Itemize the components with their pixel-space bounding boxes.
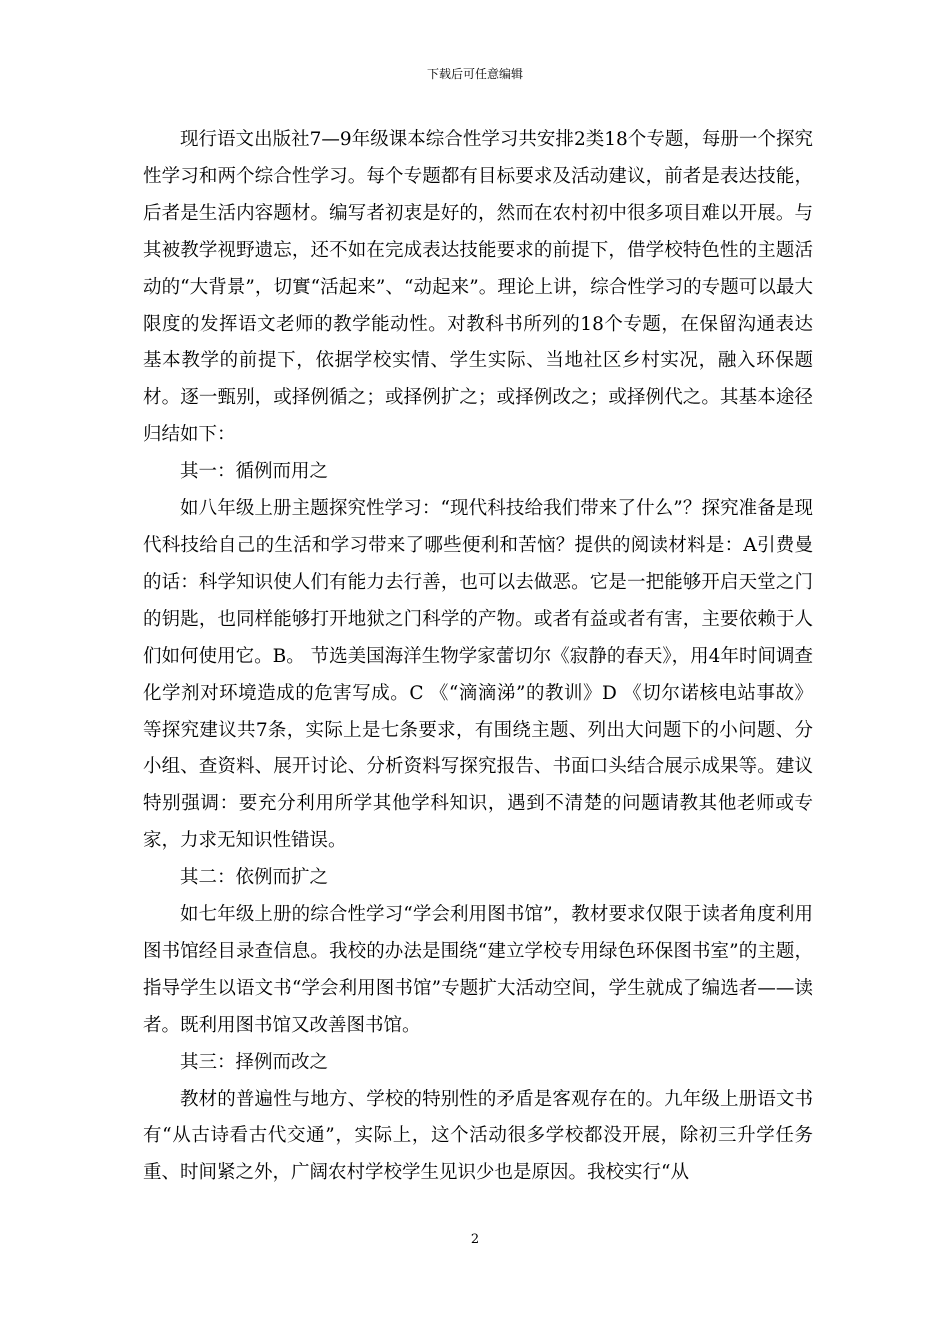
paragraph-intro: 现行语文出版社7—9年级课本综合性学习共安排2类18个专题，每册一个探究性学习和两个综合性学习。每个专题都有目标要求及活动建议，前者是表达技能，后者是生活内容题材。编写者初衷是好的，然而在农村初中很多项目难以开展。与其被教学视野遗忘，还不如在完成表达技能要求的前提下，借学校特色性的主题活动的“大背景”，切實“活起来”、“动起来”。理论上讲，综合性学习的专题可以最大限度的发挥语文老师的教学能动性。对教科书所列的18个专题，在保留沟通表达基本教学的前提下，依据学校实情、学生实际、当地社区乡村实况，融入环保题材。逐一甄别，或择例循之；或择例扩之；或择例改之；或择例代之。其基本途径归结如下： [143,129,813,446]
section-heading-1: 其一：循例而用之 [180,461,329,483]
paragraph-section-1: 如八年级上册主题探究性学习：“现代科技给我们带来了什么”？探究准备是现代科技给自己的生活和学习带来了哪些便利和苦恼？提供的阅读材料是：A引费曼的话：科学知识使人们有能力去行善，也可以去做恶。它是一把能够开启天堂之门的钥匙，也同样能够打开地狱之门科学的产物。或者有益或者有害，主要依赖于人们如何使用它。B。 节选美国海洋生物学家蕾切尔《寂静的春天》，用4年时间调查化学剂对环境造成的危害写成。C 《“滴滴涕”的教训》D 《切尔诺核电站事故》等探究建议共7条，实际上是七条要求，有围绕主题、列出大问题下的小问题、分小组、查资料、展开讨论、分析资料写探究报告、书面口头结合展示成果等。建议特别强调：要充分利用所学其他学科知识，遇到不清楚的问题请教其他老师或专家，力求无知识性错误。 [143,498,813,852]
page-number: 2 [470,1232,480,1247]
section-heading-3: 其三：择例而改之 [180,1051,329,1073]
paragraph-section-3: 教材的普遍性与地方、学校的特别性的矛盾是客观存在的。九年级上册语文书有“从古诗看古代交通”，实际上，这个活动很多学校都没开展，除初三升学任务重、时间紧之外，广阔农村学校学生见识少也是原因。我校实行“从 [143,1088,813,1184]
section-heading-2: 其二：依例而扩之 [180,867,329,889]
page-header: 下载后可任意编辑 [426,67,523,81]
document-body [143,122,813,1192]
paragraph-section-2: 如七年级上册的综合性学习“学会利用图书馆”，教材要求仅限于读者角度利用图书馆经目录查信息。我校的办法是围绕“建立学校专用绿色环保图书室”的主题，指导学生以语文书“学会利用图书馆”专题扩大活动空间，学生就成了编选者——读者。既利用图书馆又改善图书馆。 [143,904,813,1036]
